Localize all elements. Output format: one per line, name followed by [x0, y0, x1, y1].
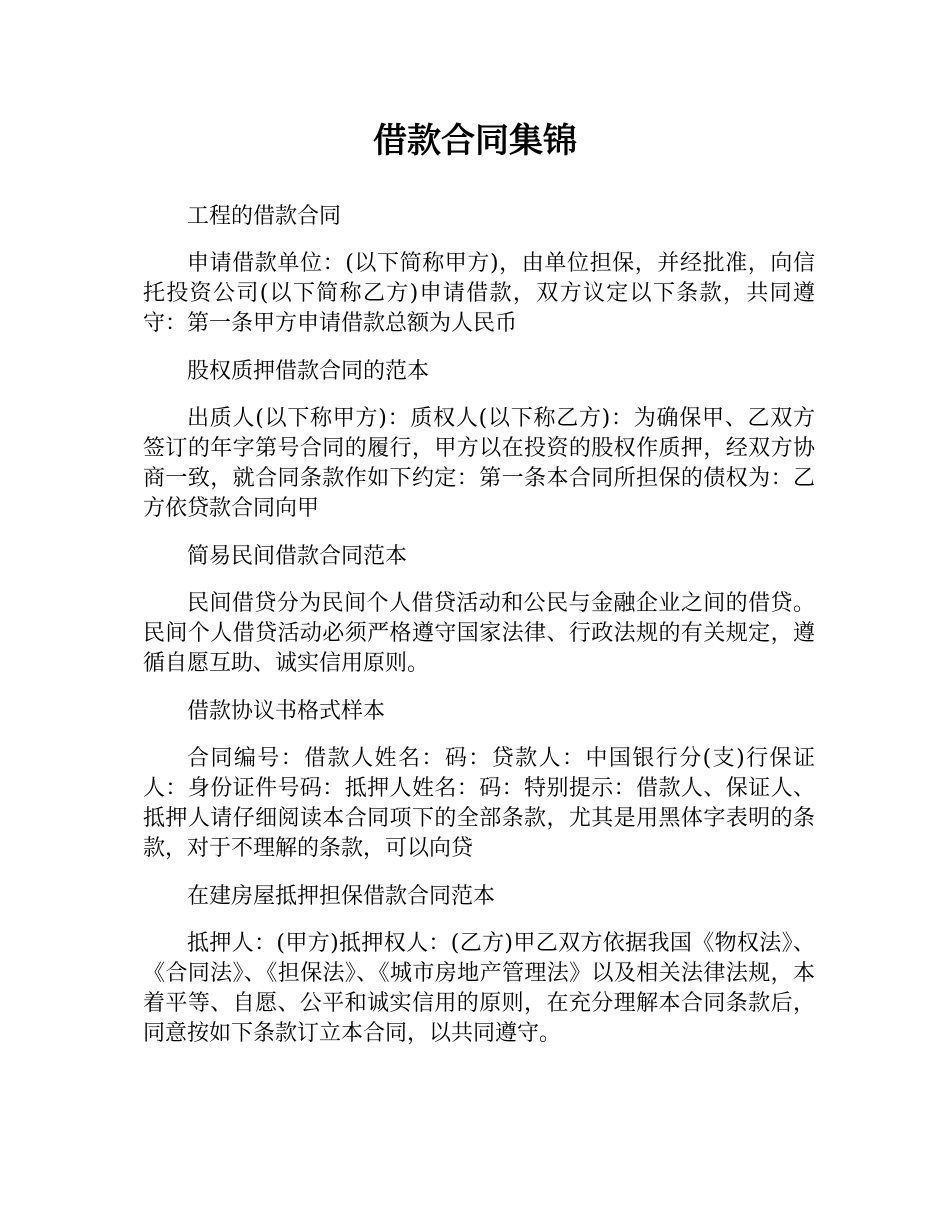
section-body-4: 合同编号：借款人姓名：码：贷款人：中国银行分(支)行保证人：身份证件号码：抵押人姓名：码：特别提示：借款人、保证人、抵押人请仔细阅读本合同项下的全部条款，尤其是用黑体字表明的条款，对于不理解的条款，可以向贷 — [143, 746, 815, 861]
page-title: 借款合同集锦 — [373, 121, 577, 161]
section-heading-3: 简易民间借款合同范本 — [187, 544, 408, 569]
section-body-5: 抵押人：(甲方)抵押权人：(乙方)甲乙双方依据我国《物权法》、《合同法》、《担保法》、《城市房地产管理法》以及相关法律法规，本着平等、自愿、公平和诚实信用的原则，在充分理解本合同条款后，同意按如下条款订立本合同，以共同遵守。 — [143, 931, 815, 1046]
section-body-1: 申请借款单位：(以下简称甲方)，由单位担保，并经批准，向信托投资公司(以下简称乙方)申请借款，双方议定以下条款，共同遵守：第一条甲方申请借款总额为人民币 — [143, 251, 815, 336]
section-heading-5: 在建房屋抵押担保借款合同范本 — [187, 884, 496, 909]
section-body-2: 出质人(以下称甲方)：质权人(以下称乙方)：为确保甲、乙双方签订的年字第号合同的履行，甲方以在投资的股权作质押，经双方协商一致，就合同条款作如下约定：第一条本合同所担保的债权为：乙方依贷款合同向甲 — [143, 406, 815, 521]
section-heading-4: 借款协议书格式样本 — [187, 699, 386, 724]
section-heading-2: 股权质押借款合同的范本 — [187, 359, 430, 384]
section-heading-1: 工程的借款合同 — [187, 204, 342, 229]
document-body — [143, 202, 815, 1067]
section-body-3: 民间借贷分为民间个人借贷活动和公民与金融企业之间的借贷。民间个人借贷活动必须严格遵守国家法律、行政法规的有关规定，遵循自愿互助、诚实信用原则。 — [143, 591, 815, 676]
